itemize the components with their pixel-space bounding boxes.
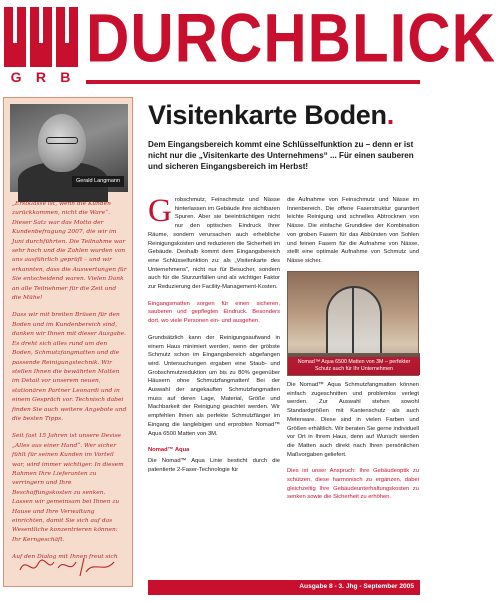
- logo-bars: [4, 7, 78, 67]
- door-divider: [352, 288, 354, 356]
- letter-closing: Auf den Dialog mit Ihnen freut sich: [12, 554, 118, 561]
- article-column-2-lower: [287, 381, 419, 510]
- highlight-paragraph: Eingangsmatten sorgen für einen sicheren, sauberen und gepflegten Eindruck. Besonders dort, wo viele Personen ein- und ausgehen.: [148, 300, 280, 325]
- logo-bar: [56, 7, 78, 67]
- logo-letter-r: R: [35, 69, 47, 85]
- body-paragraph: Die Nomad™ Aqua Linie besticht durch die patentierte 2-Faser-Technologie für: [148, 457, 280, 473]
- grb-logo: [4, 7, 78, 85]
- section-subhead: Nomad™ Aqua: [148, 447, 190, 454]
- handwritten-signature: [14, 550, 124, 580]
- body-paragraph: Die Nomad™ Aqua Schmutzfangmatten können einfach zugeschnitten und problemlos verlegt werden. Zur Auswahl stehen sowohl Standardgrößen mit Kantenschutz als auch Meterware. Diese sind in vielen Farben und Größen erhältlich. Wir beraten Sie gerne individuell vor Ort in Ihrem Haus, denn auf Wunsch werden die Matten auch direkt nach Ihren persönlichen Maßvorgaben geliefert.: [287, 382, 419, 458]
- logo-letters: [4, 69, 78, 85]
- letter-paragraph: Seit fast 15 Jahren ist unsere Devise „Alles aus einer Hand“. Wer sicher fühlt für seinen Kunden im Vorteil war, wird immer wichtiger. In diesem Rahmen Ihre Lieferanten zu verringern und Ihre Beschaffungskosten zu senken. Lassen wir gemeinsam bei Ihnen zu Hause und Ihre Verwaltung einrichten, damit Sie sich auf das Wesentliche konzentrieren können: Ihr Kerngeschäft.: [12, 433, 124, 543]
- logo-bar: [30, 7, 52, 67]
- photo-caption: Nomad™ Aqua 6500 Matten von 3M – perfekter Schutz auch für Ihr Unternehmen: [288, 357, 420, 375]
- closing-highlight: Dies ist unser Anspruch: Ihre Gebäudeoptik zu schützen, diese harmonisch zu ergänzen, dabei gleichzeitig Ihre Gebäudeunterhaltungskosten zu senken sowie die Sicherheit zu erhöhen.: [287, 468, 419, 501]
- article-lead: Dem Eingangsbereich kommt eine Schlüsselfunktion zu – denn er ist nicht nur die „Visitenkarte des Unternehmens“ ... Für einen sauberen und sicheren Eingangsbereich im Herbst!: [148, 140, 414, 172]
- issue-footer: Ausgabe 8 - 3. Jhg - September 2005: [148, 580, 420, 595]
- magazine-title: DURCHBLICK: [86, 0, 496, 77]
- entrance-door-photo: [287, 271, 419, 376]
- author-photo: [10, 104, 128, 192]
- editorial-letter: [12, 200, 127, 571]
- article-headline: [148, 100, 394, 130]
- letter-paragraph: Dass wir mit breiten Brüsen für den Boden und im Kundenbereich sind, danken wir Ihnen mit dieser Ausgabe. Es dreht sich alles rund um den Boden, Schmutzfangmatten und die passende Reinigungstechnik. Wir stellen Ihnen die bewährten Matten im Detail vor unserem neuen, stationären Partner Leonardi und in einem Gespräch vor. Technisch dabei finden Sie auch weitere Angebote und die besten Tipps.: [12, 312, 127, 422]
- article-column-1: [148, 193, 280, 482]
- editorial-sidebar: [3, 97, 133, 587]
- logo-letter-b: B: [60, 69, 72, 85]
- revolving-door: [326, 286, 382, 356]
- article-column-2: [287, 196, 419, 274]
- masthead: [0, 0, 496, 92]
- body-paragraph: Grundsätzlich kann der Reinigungsaufwand in einem Haus minimiert werden, wenn der gröbste Schmutz schon im Eingangsbereich abgefangen wird. Untersuchungen ergaben eine Staub- und Grobschmutzreduktion um bis zu 80% gegenüber Häusern ohne Schmutzfangmatten! Bei der Auswahl der angekauften Schmutzfangmatten muss auf deren Lage, Material, Größe und Machbarkeit der Reinigung geachtet werden. Wir empfehlen Ihnen als perfekte Schmutzfänger im Eingang die langlebigen und erprobten Nomad™ Aqua 6500 Matten von 3M.: [148, 334, 280, 437]
- intro-text: robschmutz, Feinschmutz und Nässe hinterlassen im Gebäude ihre sichtbaren Spuren. Aber sie beeinträchtigen nicht nur den optischen Eindruck Ihrer Räume, sondern verursachen auch erhebliche Reinigungskosten und reduzieren die Sicherheit im Gebäude. Deshalb kommt dem Eingangsbereich eine Schlüsselfunktion zu: als „Visitenkarte des Unternehmens“, nicht nur für Besucher, sondern auch für die Sturzunfällen und als wichtiger Faktor zur Reduzierung der Facility-Management-Kosten.: [148, 197, 280, 291]
- letter-paragraph: „Erstklasse ist, wenn die Kunden zurückkommen, nicht die Ware“. Dieser Satz war das Motto der Kundenbefragung 2007, die wir im Juni durchführten. Die Teilnahme war sehr hoch und die Zahlen wurden von uns ausführlich geprüft – und wir erkannten, dass die Auswertungen für Sie entscheidend waren. Vielen Dank an alle Teilnehmer für die Zeit und die Mühe!: [12, 201, 127, 302]
- title-rule: [86, 80, 420, 84]
- author-name-caption: Gerald Langmann: [72, 176, 124, 187]
- body-paragraph: die Aufnahme von Feinschmutz und Nässe im Innenbereich. Die offene Faserstruktur garantiert leichte Reinigung und schnelles Abtrocknen von Nässe. Die einfache Grundidee der Kombination von groben Fasern für das Abbürsten von Sohlen und feinen Fasern für die Aufnahme von Nässe, stellt eine optimale Aufnahme von Schmutz und Nässe sicher.: [287, 197, 419, 264]
- drop-cap: G: [148, 193, 172, 229]
- headline-text: Visitenkarte Boden: [148, 100, 387, 130]
- photo-glasses: [46, 137, 78, 144]
- logo-letter-g: G: [10, 69, 23, 85]
- logo-bar: [4, 7, 26, 67]
- intro-paragraph: [148, 193, 280, 292]
- headline-dot: .: [386, 100, 394, 130]
